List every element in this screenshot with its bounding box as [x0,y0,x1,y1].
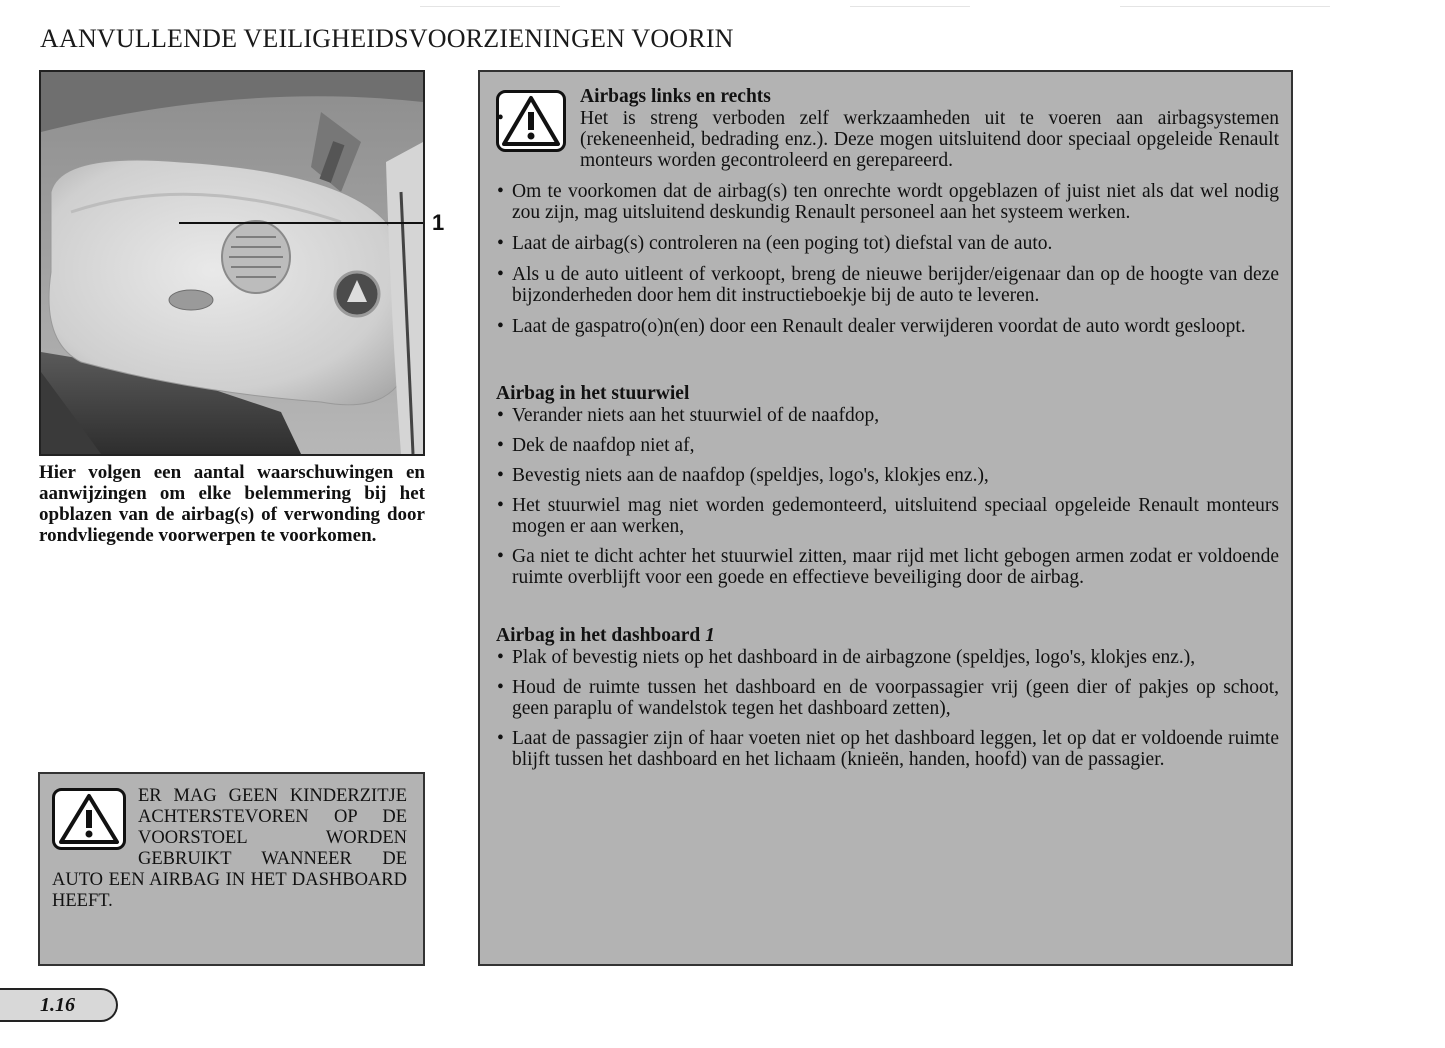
list-item: • Als u de auto uitleent of verkoopt, breng de nieuwe berijder/eigenaar dan op de hoogte van deze bijzonderheden door hem dit instructieboekje bij de auto te leveren. [496,264,1279,306]
list-item: • Om te voorkomen dat de airbag(s) ten onrechte wordt opgeblazen of juist niet als dat wel nodig zou zijn, mag uitsluitend deskundig Renault personeel aan het systeem werken. [496,181,1279,223]
section-heading-text: Airbag in het dashboard [496,625,701,646]
list-item: • Bevestig niets aan de naafdop (speldjes, logo's, klokjes enz.), [496,465,1279,486]
list-item: • Houd de ruimte tussen het dashboard en de voorpassagier vrij (geen dier of pakjes op schoot, geen paraplu of wandelstok tegen het dashboard zetten), [496,677,1279,719]
page-number: 1.16 [40,993,75,1016]
intro-text: Hier volgen een aantal waarschuwingen en aanwijzingen om elke belemmering bij het opblazen van de airbag(s) of verwonding door rondvliegende voorwerpen te voorkomen. [39,462,425,546]
section-heading-ref: 1 [705,625,715,646]
list-item: • Het stuurwiel mag niet worden gedemonteerd, uitsluitend speciaal opgeleide Renault monteurs mogen er aan werken, [496,495,1279,537]
page-number-tab [0,988,118,1022]
page-title: AANVULLENDE VEILIGHEIDSVOORZIENINGEN VOORIN [40,24,734,53]
section-airbags-links-rechts [496,86,1279,337]
list-item: • Plak of bevestig niets op het dashboard in de airbagzone (speldjes, logo's, klokjes enz.), [496,647,1279,668]
top-rule [420,6,560,7]
dashboard-airbag-photo [39,70,425,456]
child-seat-warning-box [38,772,425,966]
dashboard-illustration [41,72,423,454]
airbag-warnings-panel [478,70,1293,966]
list-item: • Laat de airbag(s) controleren na (een poging tot) diefstal van de auto. [496,233,1279,254]
section-airbag-stuurwiel [496,383,1279,588]
section-spacer [496,597,1279,625]
list-item: • Ga niet te dicht achter het stuurwiel zitten, maar rijd met licht gebogen armen zodat er voldoende ruimte overblijft voor een goede en effectieve beveiliging door de airbag. [496,546,1279,588]
list-item: • Verander niets aan het stuurwiel of de naafdop, [496,405,1279,426]
callout-label: 1 [432,210,445,235]
section-airbag-dashboard [496,625,1279,770]
top-rule [850,6,970,7]
top-rule [1120,6,1330,7]
list-item: • Laat de passagier zijn of haar voeten niet op het dashboard leggen, let op dat er voldoende ruimte blijft tussen het dashboard en het lichaam (knieën, handen, hoofd) van de passagier. [496,728,1279,770]
section-heading: Airbag in het stuurwiel [496,383,690,404]
child-seat-warning-text: ER MAG GEEN KINDERZITJE ACHTERSTEVOREN OP DE VOORSTOEL WORDEN GEBRUIKT WANNEER DE AUTO EEN AIRBAG IN HET DASHBOARD HEEFT. [52,786,407,911]
list-item: • Het is streng verboden zelf werkzaamheden uit te voeren aan airbagsystemen (rekeneenheid, bedrading enz.). Deze mogen uitsluitend door speciaal opgeleide Renault monteurs worden gecontroleerd en gerepareerd. [496,108,1279,171]
warning-triangle-icon [52,788,126,855]
list-item: • Laat de gaspatro(o)n(en) door een Renault dealer verwijderen voordat de auto wordt gesloopt. [496,316,1279,337]
section-heading: Airbags links en rechts [580,86,771,107]
section-spacer [496,347,1279,383]
section-heading [496,625,1279,647]
list-item: • Dek de naafdop niet af, [496,435,1279,456]
